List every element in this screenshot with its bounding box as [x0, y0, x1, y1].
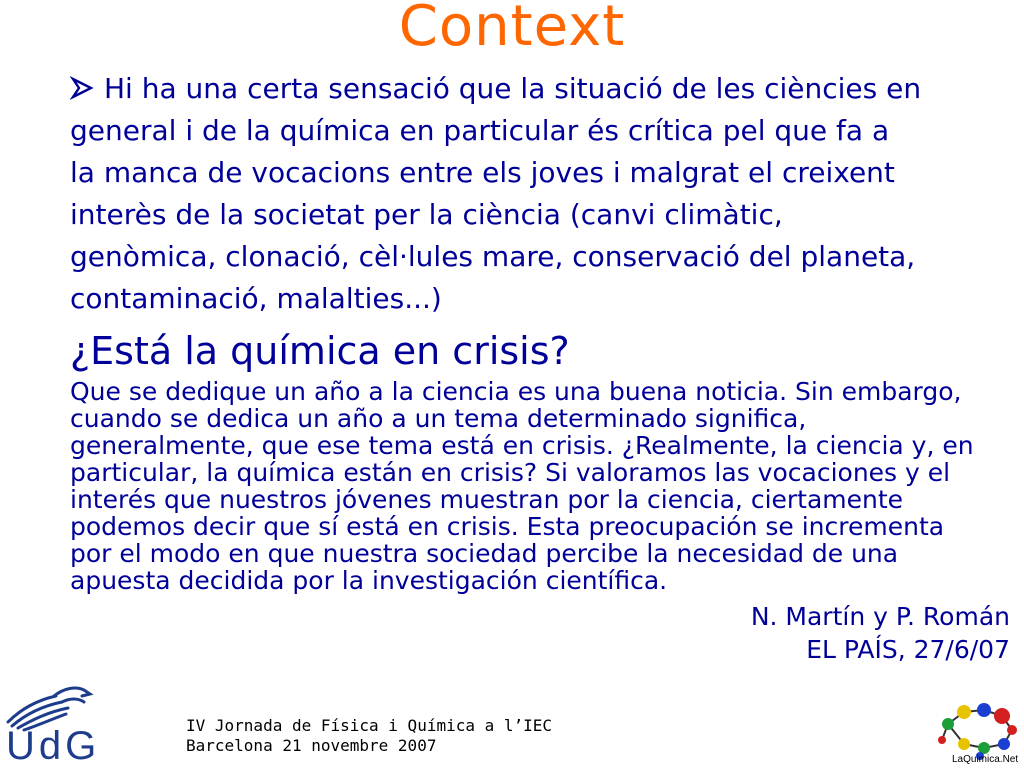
attribution-source: EL PAÍS, 27/6/07 [806, 635, 1010, 664]
quote-line: apuesta decidida por la investigación científica. [70, 566, 668, 595]
question-heading: ¿Está la química en crisis? [70, 329, 570, 373]
quote-line: podemos decir que sí está en crisis. Esta preocupación se incrementa [70, 512, 945, 541]
footer-line-2: Barcelona 21 novembre 2007 [186, 736, 437, 755]
attribution [751, 600, 1010, 666]
bullet-paragraph [70, 68, 1020, 320]
quote-line: cuando se dedica un año a un tema determinado significa, [70, 404, 807, 433]
bullet-line: general i de la química en particular és crítica pel que fa a [70, 114, 890, 147]
quote-line: interés que nuestros jóvenes muestran por la ciencia, ciertamente [70, 485, 904, 514]
footer-line-1: IV Jornada de Física i Química a l’IEC [186, 716, 553, 735]
quote-line: por el modo en que nuestra sociedad percibe la necesidad de una [70, 539, 899, 568]
bullet-line: la manca de vocacions entre els joves i malgrat el creixent [70, 156, 895, 189]
bullet-line-text: Hi ha una certa sensació que la situació de les ciències en [104, 72, 922, 105]
arrow-bullet-icon [70, 76, 94, 100]
footer-event [186, 716, 552, 756]
udg-logo-text: UdG [6, 724, 101, 768]
slide-title: Context [398, 0, 626, 59]
bullet-line: genòmica, clonació, cèl·lules mare, conservació del planeta, [70, 240, 916, 273]
quote-line: particular, la química están en crisis? Si valoramos las vocaciones y el [70, 458, 951, 487]
quote-line: generalmente, que ese tema está en crisis. ¿Realmente, la ciencia y, en [70, 431, 974, 460]
bullet-line [70, 68, 1020, 110]
quote-paragraph [70, 378, 1020, 594]
attribution-authors: N. Martín y P. Román [750, 602, 1010, 631]
bullet-line: contaminació, malalties...) [70, 282, 442, 315]
quote-line: Que se dedique un año a la ciencia es una buena noticia. Sin embargo, [70, 377, 962, 406]
bullet-line: interès de la societat per la ciència (canvi climàtic, [70, 198, 783, 231]
laquimica-logo-text: LaQuimica.Net [952, 754, 1019, 765]
